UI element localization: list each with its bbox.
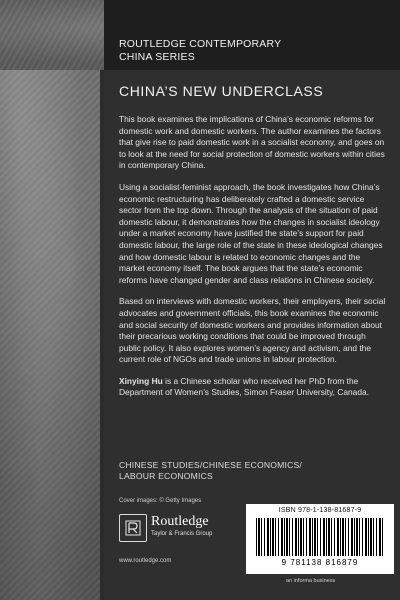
book-title: CHINA’S NEW UNDERCLASS	[119, 83, 324, 99]
subject-line-2: LABOUR ECONOMICS	[119, 471, 213, 481]
blurb-paragraph-3: Based on interviews with domestic workers, their employers, their social advocates and government officials, this book examines the economic and social security of domestic workers and provides information about their precarious working conditions that could be improved through public policy. It also explores women’s agency and activism, and the current role of NGOs and trade unions in labour protection.	[119, 296, 386, 365]
barcode-number: 9 781138 816879	[281, 558, 359, 567]
blurb	[119, 114, 387, 409]
isbn-label: ISBN 978-1-138-81687-9	[278, 507, 362, 514]
publisher-group: Taylor & Francis Group	[151, 531, 213, 537]
series-line-1: ROUTLEDGE CONTEMPORARY	[119, 38, 282, 50]
isbn-barcode-box	[246, 504, 394, 574]
subject-line-1: CHINESE STUDIES/CHINESE ECONOMICS/	[119, 460, 302, 470]
publisher-name: Routledge	[151, 514, 209, 529]
author-bio	[119, 376, 387, 399]
publisher-block	[119, 514, 239, 554]
author-name: Xinying Hu	[119, 375, 163, 386]
author-bio-text: is a Chinese scholar who received her PhD from the Department of Women’s Studies, Simon Fraser University, Canada.	[119, 375, 369, 398]
barcode-icon	[256, 518, 384, 556]
series-line-2: CHINA SERIES	[119, 51, 195, 63]
cover-photo-strip	[0, 0, 100, 600]
subject-categories	[119, 460, 302, 482]
series-label	[119, 38, 281, 64]
blurb-paragraph-2: Using a socialist-feminist approach, the book investigates how China’s economic restructuring has deliberately crafted a domestic service sector from the top down. Through the analysis of the situation of paid domestic labour, it demonstrates how the changes in socialist ideology under a market economy have justified the state’s support for paid domestic labour, the large role of the state in these ideological changes and how domestic labour is related to economic changes and the market economy itself. The book argues that the state’s economic reforms have changed gender and class relations in Chinese society.	[119, 181, 383, 285]
routledge-logo-icon	[119, 514, 147, 542]
cover-credit: Cover images: © Getty Images	[119, 498, 202, 504]
series-box	[104, 0, 400, 71]
publisher-url: www.routledge.com	[119, 558, 172, 564]
informa-tagline: an informa business	[286, 578, 336, 584]
blurb-paragraph-1: This book examines the implications of China’s economic reforms for domestic work and domestic workers. The author examines the factors that give rise to paid domestic work in a socialist economy, and goes on to look at the need for social protection of domestic workers within cities in contemporary China.	[119, 114, 385, 171]
